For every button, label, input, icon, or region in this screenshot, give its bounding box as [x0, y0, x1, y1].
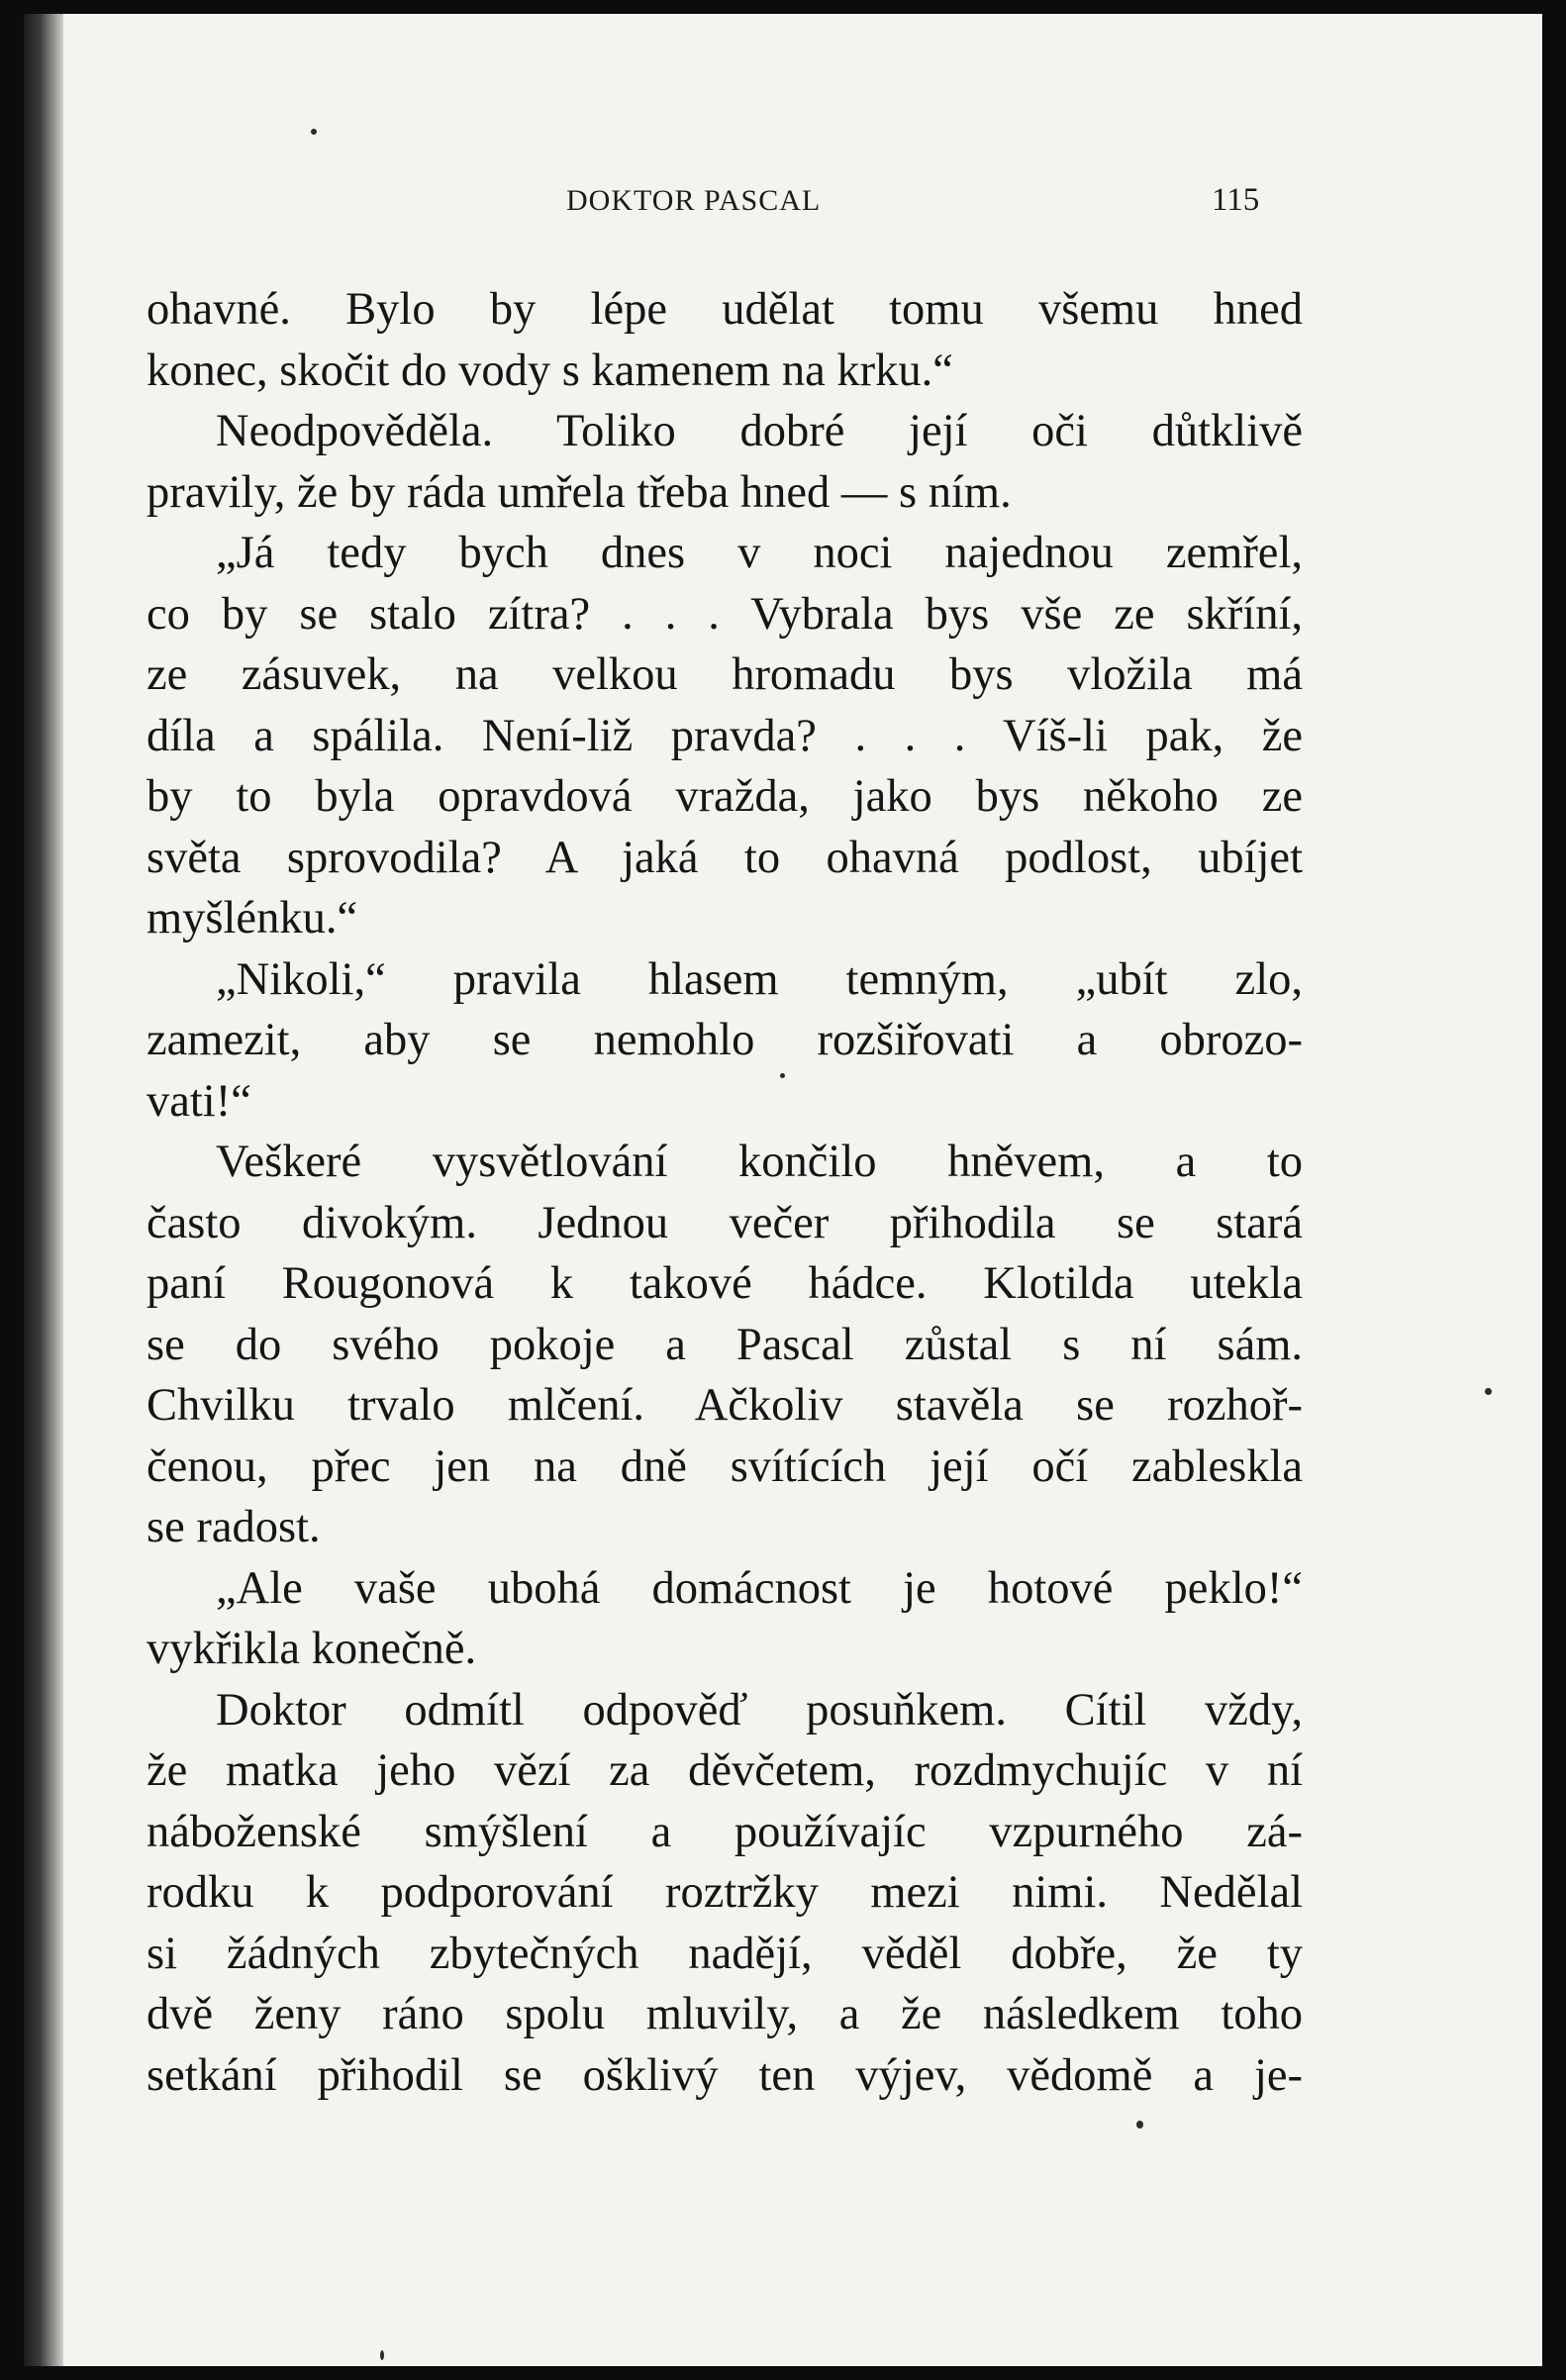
text-line: díla a spálila. Není-liž pravda? . . . Víš-li pak, že: [147, 710, 1303, 761]
text-line: „Ale vaše ubohá domácnost je hotové peklo!“: [216, 1562, 1303, 1614]
text-line: setkání přihodil se ošklivý ten výjev, vědomě a je-: [147, 2049, 1303, 2101]
print-speck: [380, 2350, 384, 2360]
text-line: dvě ženy ráno spolu mluvily, a že následkem toho: [147, 1989, 1303, 2039]
text-line: Neodpověděla. Toliko dobré její oči důtklivě: [216, 406, 1303, 456]
text-line: zamezit, aby se nemohlo rozšiřovati a obrozo-: [147, 1015, 1303, 1065]
text-line: rodku k podporování roztržky mezi nimi. Nedělal: [147, 1867, 1303, 1918]
text-line: pravily, že by ráda umřela třeba hned — s ním.: [147, 466, 1012, 518]
text-line: paní Rougonová k takové hádce. Klotilda utekla: [147, 1258, 1303, 1309]
page-binding-edge: [24, 14, 63, 2366]
text-line: co by se stalo zítra? . . . Vybrala bys vše ze skříní,: [147, 588, 1303, 640]
body-text: [147, 279, 1303, 2106]
page-number: 115: [1212, 182, 1260, 218]
text-line: ohavné. Bylo by lépe udělat tomu všemu hned: [147, 284, 1303, 335]
text-line: vykřikla konečně.: [147, 1624, 477, 1674]
text-line: ze zásuvek, na velkou hromadu bys vložila má: [147, 649, 1303, 700]
page-header: [24, 184, 1542, 234]
book-page: [24, 14, 1542, 2366]
text-line: světa sprovodila? A jaká to ohavná podlost, ubíjet: [147, 832, 1303, 883]
print-speck: [1485, 1388, 1492, 1395]
print-speck: [311, 129, 317, 135]
text-line: čenou, přec jen na dně svítících její očí zableskla: [147, 1440, 1303, 1492]
running-title: DOKTOR PASCAL: [566, 184, 822, 217]
text-line: náboženské smýšlení a používajíc vzpurného zá-: [147, 1806, 1303, 1857]
print-speck: [780, 1073, 785, 1078]
text-line: vati!“: [147, 1075, 251, 1127]
text-line: Chvilku trvalo mlčení. Ačkoliv stavěla se rozhoř-: [147, 1380, 1303, 1431]
text-line: se do svého pokoje a Pascal zůstal s ní sám.: [147, 1319, 1303, 1370]
text-line: se radost.: [147, 1502, 321, 1552]
text-line: si žádných zbytečných nadějí, věděl dobře, že ty: [147, 1928, 1303, 1979]
text-line: často divokým. Jednou večer přihodila se stará: [147, 1197, 1303, 1248]
text-line: „Nikoli,“ pravila hlasem temným, „ubít zlo,: [216, 953, 1303, 1005]
text-line: by to byla opravdová vražda, jako bys někoho ze: [147, 771, 1303, 822]
text-line: „Já tedy bych dnes v noci najednou zemřel,: [216, 528, 1303, 578]
text-line: konec, skočit do vody s kamenem na krku.“: [147, 345, 953, 396]
text-line: myšlénku.“: [147, 893, 358, 943]
text-line: že matka jeho vězí za děvčetem, rozdmychujíc v ní: [147, 1745, 1303, 1796]
text-line: Veškeré vysvětlování končilo hněvem, a to: [216, 1137, 1303, 1187]
print-speck: [1136, 2121, 1143, 2129]
text-line: Doktor odmítl odpověď posuňkem. Cítil vždy,: [216, 1684, 1303, 1735]
